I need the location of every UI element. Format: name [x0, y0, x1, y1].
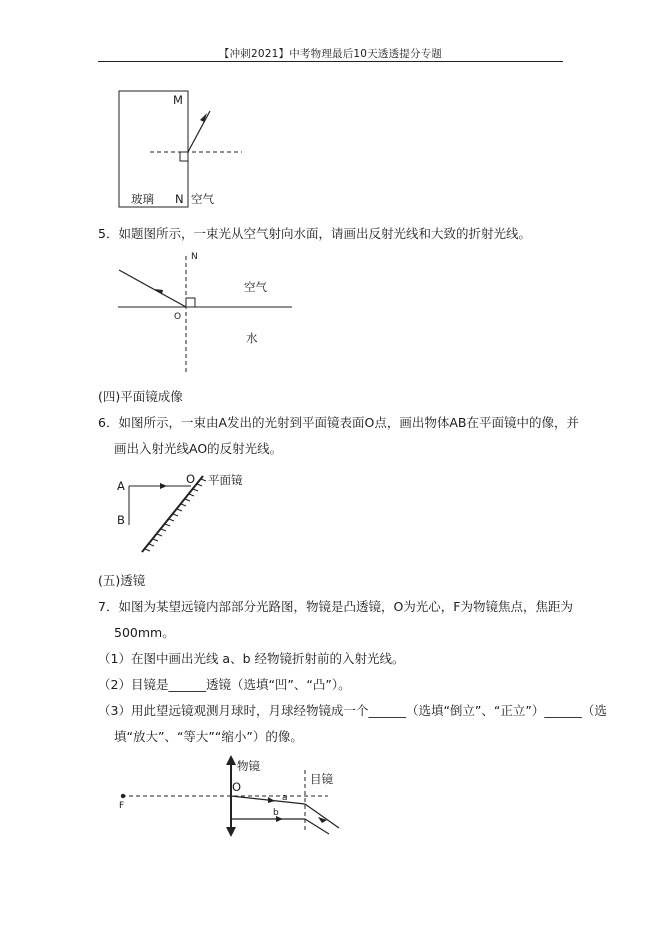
label-water: 水 [246, 331, 258, 345]
label-n: N [175, 192, 184, 206]
question-7-sub3-line1: （3）用此望远镜观测月球时，月球经物镜成一个______（选填“倒立”、“正立”）______（选 [98, 703, 607, 718]
question-5-text: 5．如题图所示，一束光从空气射向水面，请画出反射光线和大致的折射光线。 [98, 226, 531, 241]
section-title-lens: (五)透镜 [98, 573, 146, 588]
label-air: 空气 [244, 280, 267, 294]
question-6-line2: 画出入射光线AO的反射光线。 [114, 441, 283, 456]
label-a: A [117, 479, 125, 493]
label-a: a [282, 793, 288, 803]
label-objective: 物镜 [237, 759, 260, 773]
label-o: O [232, 780, 242, 794]
label-f: F [119, 801, 125, 811]
page-header: 【冲刺2021】中考物理最后10天透透提分专题 [218, 48, 443, 60]
label-o: O [174, 312, 182, 322]
question-7-sub3-line2: 填“放大”、“等大”“缩小”）的像。 [114, 729, 303, 744]
label-b: B [117, 513, 125, 527]
label-b: b [273, 808, 279, 818]
label-air: 空气 [191, 192, 214, 206]
question-7-line1: 7．如图为某望远镜内部部分光路图，物镜是凸透镜，O为光心，F为物镜焦点，焦距为 [98, 599, 573, 614]
label-glass: 玻璃 [131, 192, 154, 206]
question-6-line1: 6．如图所示，一束由A发出的光射到平面镜表面O点，画出物体AB在平面镜中的像，并 [98, 415, 579, 430]
question-7-sub1: （1）在图中画出光线 a、b 经物镜折射前的入射光线。 [98, 651, 405, 666]
section-title-plane-mirror: (四)平面镜成像 [98, 389, 183, 404]
label-eyepiece: 目镜 [310, 772, 333, 786]
label-m: M [173, 93, 183, 107]
label-o: O [186, 472, 196, 486]
question-7-sub2: （2）目镜是______透镜（选填“凹”、“凸”）。 [98, 677, 351, 692]
question-7-line2: 500mm。 [114, 625, 175, 640]
label-mirror: 平面镜 [208, 473, 243, 487]
label-n: N [191, 252, 198, 262]
